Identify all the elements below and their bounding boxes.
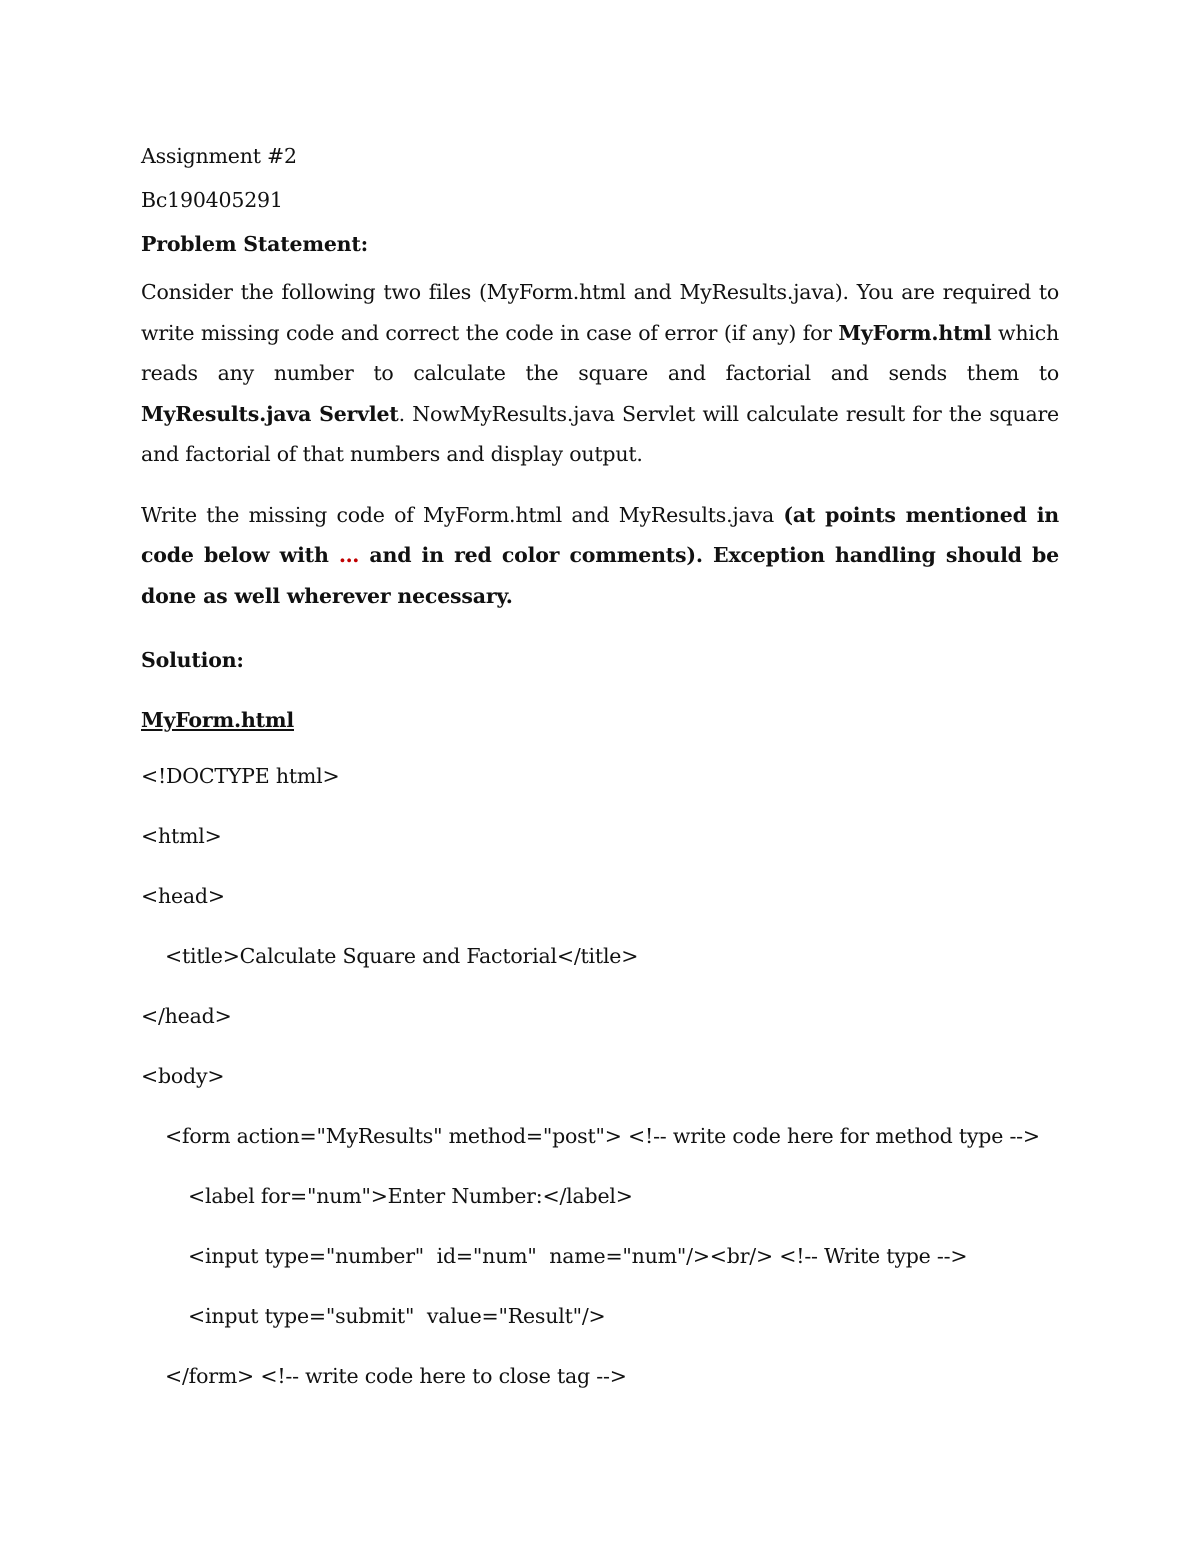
assignment-title: Assignment #2 — [141, 144, 297, 168]
code-line: <input type="number" id="num" name="num"/><br/> <!-- Write type --> — [188, 1244, 968, 1268]
problem-paragraph — [141, 272, 1059, 475]
problem-text-1: Consider the following two files (MyForm.html and MyResults.java). You are required to write missing code and correct the code in case of error (if any) for — [141, 280, 1059, 345]
instruction-paragraph — [141, 495, 1059, 617]
code-listing — [141, 760, 1059, 1392]
code-line: <head> — [141, 884, 225, 908]
code-line: <!DOCTYPE html> — [141, 764, 340, 788]
problem-text-2: which reads any number to calculate the square and factorial and sends them to — [141, 320, 1059, 385]
code-line: <title>Calculate Square and Factorial</title> — [165, 944, 639, 968]
problem-bold-myresults: MyResults.java Servlet — [141, 401, 399, 426]
code-line: <label for="num">Enter Number:</label> — [188, 1184, 633, 1208]
instruction-text-1: Write the missing code of MyForm.html and MyResults.java — [141, 502, 784, 527]
problem-text-3: . NowMyResults.java Servlet will calculate result for the square and factorial of that numbers and display output. — [141, 401, 1059, 466]
student-id: Bc190405291 — [141, 188, 283, 212]
instruction-red-ellipsis: … — [338, 543, 360, 567]
instruction-bold-2: and in red color comments). Exception handling should be done as well wherever necessary. — [141, 543, 1059, 608]
problem-statement-heading: Problem Statement: — [141, 232, 369, 256]
file-title-myform: MyForm.html — [141, 708, 294, 732]
solution-heading: Solution: — [141, 648, 244, 672]
code-line: </form> <!-- write code here to close tag --> — [165, 1364, 627, 1388]
code-line: </head> — [141, 1004, 232, 1028]
code-line: <form action="MyResults" method="post"> <!-- write code here for method type --> — [165, 1124, 1040, 1148]
document-body — [141, 140, 1059, 1420]
code-line: <html> — [141, 824, 222, 848]
code-line: <body> — [141, 1064, 225, 1088]
instruction-bold-1: (at points mentioned in code below with — [141, 502, 1060, 567]
code-line: <input type="submit" value="Result"/> — [188, 1304, 606, 1328]
problem-bold-myform: MyForm.html — [838, 320, 992, 345]
